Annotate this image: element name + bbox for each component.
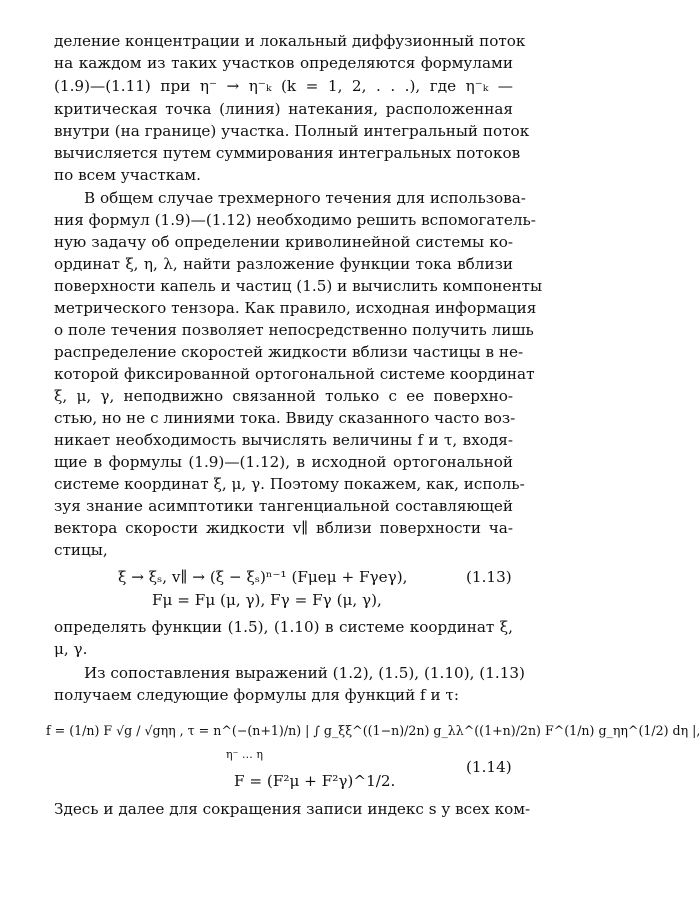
text-line: системе координат ξ, μ, γ. Поэтому покажем, как, исполь- xyxy=(54,475,525,493)
equation-line: f = (1/n) F √g / √gηη , τ = n^(−(n+1)/n) | ∫ g_ξξ^((1−n)/2n) g_λλ^((1+n)/2n) F^(1/n) g_ηη^(1/2) dη |, xyxy=(46,723,700,738)
text-line: которой фиксированной ортогональной системе координат xyxy=(54,365,535,383)
text-line: В общем случае трехмерного течения для использова- xyxy=(84,189,526,207)
text-line: Здесь и далее для сокращения записи индекс s у всех ком- xyxy=(54,800,531,818)
equation-number: (1.13) xyxy=(466,568,512,586)
text-line: по всем участкам. xyxy=(54,166,201,184)
text-line: метрического тензора. Как правило, исходная информация xyxy=(54,299,537,317)
text-line: ния формул (1.9)—(1.12) необходимо решить вспомогатель- xyxy=(54,211,536,229)
text-line: вычисляется путем суммирования интегральных потоков xyxy=(54,144,521,162)
equation-line: F = (F²μ + F²γ)^1/2. xyxy=(234,772,396,790)
text-line: (1.9)—(1.11) при η⁻ → η⁻ₖ (k = 1, 2, . . .), где η⁻ₖ — xyxy=(54,77,513,95)
equation-number: (1.14) xyxy=(466,758,512,776)
text-line: внутри (на границе) участка. Полный интегральный поток xyxy=(54,122,530,140)
text-line: определять функции (1.5), (1.10) в системе координат ξ, xyxy=(54,618,513,636)
text-line: на каждом из таких участков определяются формулами xyxy=(54,54,513,72)
text-line: распределение скоростей жидкости вблизи частицы в не- xyxy=(54,343,524,361)
text-line: вектора скорости жидкости v∥ вблизи поверхности ча- xyxy=(54,519,513,537)
text-line: Из сопоставления выражений (1.2), (1.5), (1.10), (1.13) xyxy=(84,664,525,682)
text-line: стицы, xyxy=(54,541,108,559)
text-line: критическая точка (линия) натекания, расположенная xyxy=(54,100,513,118)
text-line: стью, но не с линиями тока. Ввиду сказанного часто воз- xyxy=(54,409,516,427)
text-line: зуя знание асимптотики тангенциальной составляющей xyxy=(54,497,513,515)
text-line: никает необходимость вычислять величины f и τ, входя- xyxy=(54,431,513,449)
text-line: щие в формулы (1.9)—(1.12), в исходной ортогональной xyxy=(54,453,513,471)
text-line: ξ, μ, γ, неподвижно связанной только с ее поверхно- xyxy=(54,387,513,405)
text-line: ную задачу об определении криволинейной системы ко- xyxy=(54,233,513,251)
text-line: деление концентрации и локальный диффузионный поток xyxy=(54,32,526,50)
integral-limits: η⁻ … η xyxy=(226,748,263,761)
equation-line: ξ → ξₛ, v∥ → (ξ − ξₛ)ⁿ⁻¹ (Fμeμ + Fγeγ), xyxy=(118,568,408,586)
text-line: поверхности капель и частиц (1.5) и вычислить компоненты xyxy=(54,277,543,295)
text-line: о поле течения позволяет непосредственно получить лишь xyxy=(54,321,534,339)
text-line: μ, γ. xyxy=(54,640,88,658)
text-line: получаем следующие формулы для функций f и τ: xyxy=(54,686,459,704)
text-line: ординат ξ, η, λ, найти разложение функции тока вблизи xyxy=(54,255,513,273)
equation-line: Fμ = Fμ (μ, γ), Fγ = Fγ (μ, γ), xyxy=(152,591,382,609)
